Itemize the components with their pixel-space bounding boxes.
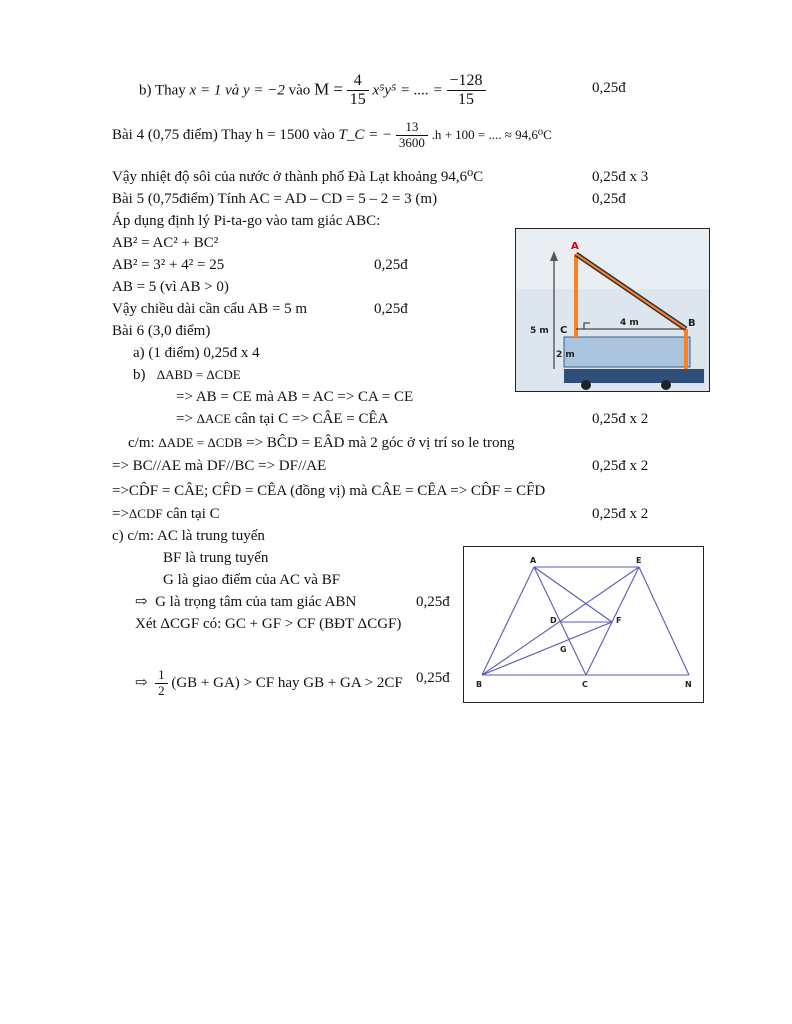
arrow-icon: ⇨ (135, 674, 148, 691)
part-b-line (139, 72, 486, 110)
angle-line: =>CD̂F = CÂE; CF̂D = CÊA (đồng vị) mà CÂE = CÊA => CD̂F = CF̂D (112, 483, 546, 499)
bai5-score: 0,25đ (592, 191, 626, 207)
bai6-b-step1: => AB = CE mà AB = AC => CA = CE (176, 389, 414, 405)
triangle-label-e: E (636, 556, 642, 565)
equation-4-score: 0,25đ (374, 301, 408, 317)
part-b-condition: x = 1 và y = −2 (189, 82, 285, 99)
crane-figure (515, 228, 710, 392)
bai6-a-line: a) (1 điểm) 0,25đ x 4 (133, 345, 260, 361)
bai4-line (112, 120, 552, 151)
crane-label-5m: 5 m (530, 326, 549, 336)
part-b-expression: x⁵y⁵ = .... = (372, 82, 443, 99)
bai4-text: Bài 4 (0,75 điểm) Thay h = 1500 vào (112, 126, 335, 143)
crane-label-a: A (571, 241, 579, 252)
equation-1: AB² = AC² + BC² (112, 235, 219, 251)
part-b-fraction: $\frac{4}{15}$ (347, 72, 369, 110)
vay-nhiet-score: 0,25đ x 3 (592, 169, 649, 185)
pythagoras-intro: Áp dụng định lý Pi-ta-go vào tam giác ABC: (112, 213, 381, 229)
triangle-figure (463, 546, 704, 703)
vay-nhiet-line: Vậy nhiệt độ sôi của nước ở thành phố Đà Lạt khoảng 94,6⁰C (112, 169, 484, 185)
triangle-label-b: B (476, 680, 483, 689)
half-fraction: $\frac{1}{2}$ (155, 668, 168, 699)
bai5-line: Bài 5 (0,75điểm) Tính AC = AD – CD = 5 – 2 = 3 (m) (112, 191, 438, 207)
equation-2: AB² = 3² + 4² = 25 (112, 257, 225, 273)
crane-label-c: C (560, 325, 568, 336)
parallel-line-score: 0,25đ x 2 (592, 458, 649, 474)
final-score: 0,25đ (416, 670, 450, 686)
cdf-line: =>ΔCDF cân tại C (112, 506, 220, 522)
crane-diagram (516, 229, 709, 391)
triangle-label-c: C (582, 680, 588, 689)
equation-2-score: 0,25đ (374, 257, 408, 273)
triangle-label-d: D (550, 616, 557, 625)
crane-label-b: B (688, 318, 696, 329)
triangle-diagram (464, 547, 703, 702)
part-c-line: c) c/m: AC là trung tuyến (112, 528, 265, 544)
part-b-vao: vào (288, 82, 311, 99)
bai6-title: Bài 6 (3,0 điểm) (112, 323, 211, 339)
triangle-inequality-line: Xét ΔCGF có: GC + GF > CF (BĐT ΔCGF) (135, 616, 402, 632)
centroid-score: 0,25đ (416, 594, 450, 610)
cm-line: c/m: ΔADE = ΔCDB => BĈD = EÂD mà 2 góc ở vị trí so le trong (128, 435, 515, 451)
triangle-label-a: A (530, 556, 537, 565)
part-b-score: 0,25đ (592, 80, 626, 96)
arrow-icon: ⇨ (135, 594, 148, 610)
parallel-line: => BC//AE mà DF//BC => DF//AE (112, 458, 327, 474)
triangle-label-n: N (685, 680, 692, 689)
crane-label-4m: 4 m (620, 318, 639, 328)
part-b-lhs: M = (314, 79, 344, 99)
centroid-line: ⇨ G là trọng tâm của tam giác ABN (135, 594, 357, 610)
triangle-congruence: ΔABD = ΔCDE (156, 367, 241, 382)
equation-4: Vậy chiều dài cần cẩu AB = 5 m (112, 301, 308, 317)
final-line: ⇨ $\frac{1}{2}$ (GB + GA) > CF hay GB + GA > 2CF (135, 667, 403, 698)
equation-3: AB = 5 (vì AB > 0) (112, 279, 229, 295)
bf-median-line: BF là trung tuyến (163, 550, 269, 566)
cdf-line-score: 0,25đ x 2 (592, 506, 649, 522)
bai4-fraction: $\frac{13}{3600}$ (396, 120, 428, 151)
crane-label-2m: 2 m (556, 350, 575, 360)
bai6-b-line: b) ΔABD = ΔCDE (133, 367, 241, 383)
bai6-b-step2: => ΔACE cân tại C => CÂE = CÊA (176, 411, 389, 427)
bai6-b-step2-score: 0,25đ x 2 (592, 411, 649, 427)
bai4-rest: .h + 100 = .... ≈ 94,6⁰C (431, 126, 552, 142)
g-intersection-line: G là giao điểm của AC và BF (163, 572, 341, 588)
part-b-label: b) Thay (139, 82, 186, 99)
part-b-result: $\frac{-128}{15}$ (447, 72, 486, 110)
triangle-label-f: F (616, 616, 622, 625)
bai4-lhs: T_C = − (338, 126, 393, 143)
triangle-label-g: G (560, 645, 567, 654)
